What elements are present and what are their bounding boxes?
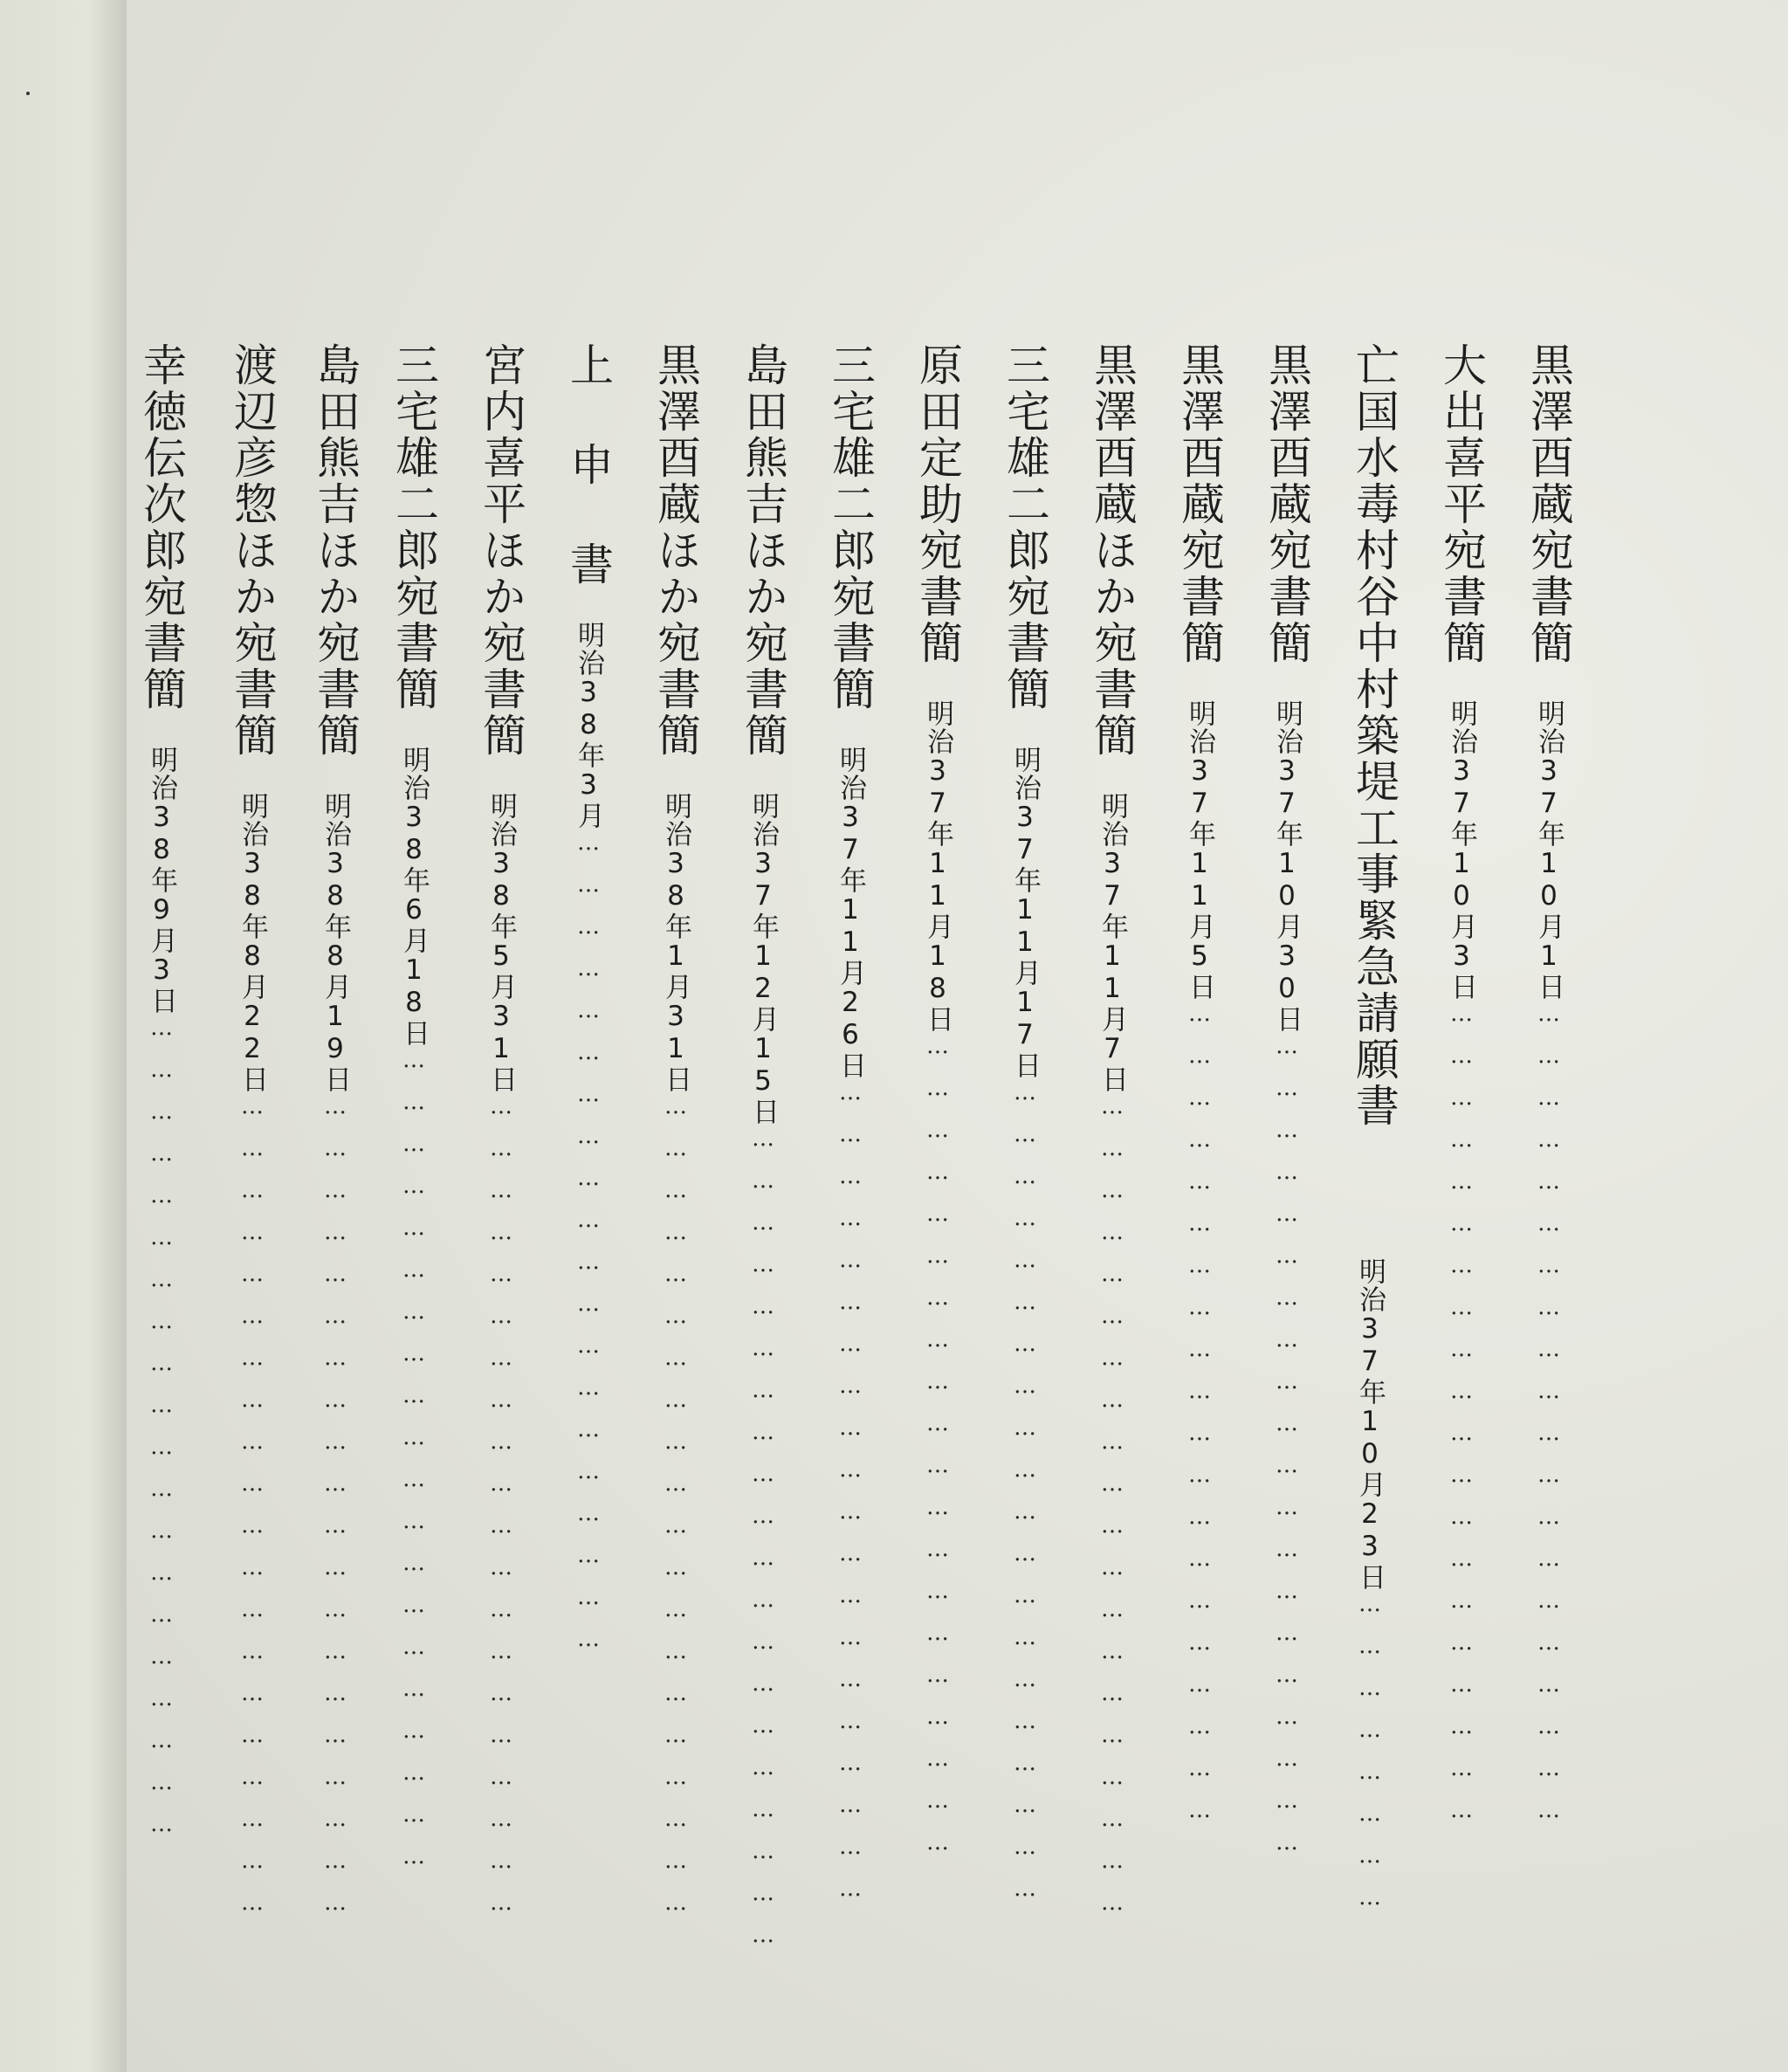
entry-date: 明治37年10月1日	[1533, 699, 1564, 1001]
toc-entry[interactable]	[473, 342, 529, 2072]
facing-page-edge	[0, 0, 127, 2072]
toc-entry[interactable]	[386, 342, 442, 2072]
entry-title: 三宅雄二郎宛書簡	[389, 342, 439, 712]
entry-title: 島田熊吉ほか宛書簡	[310, 342, 361, 759]
entry-date: 明治38年9月3日	[146, 746, 177, 1015]
entry-title: 原田定助宛書簡	[912, 342, 963, 666]
dot-leader: ……………………………………………………	[488, 1093, 514, 1931]
ink-speck	[26, 92, 30, 95]
toc-entry[interactable]	[1346, 342, 1402, 1257]
dot-leader: ……………………………………………………	[1099, 1093, 1125, 1931]
dot-leader: ……………………………………………………	[1448, 1001, 1475, 1839]
toc-entry[interactable]	[648, 342, 704, 2072]
entry-title: 宮内喜平ほか宛書簡	[476, 342, 526, 759]
dot-leader: ……………………………………………………	[1186, 1001, 1213, 1839]
toc-entry[interactable]	[822, 342, 878, 2072]
entry-date: 明治37年11月26日	[835, 746, 866, 1079]
entry-title: 上 申 書	[563, 342, 614, 588]
entry-title: 島田熊吉ほか宛書簡	[738, 342, 788, 759]
entry-date: 明治38年6月18日	[398, 746, 430, 1047]
entry-title: 三宅雄二郎宛書簡	[1000, 342, 1050, 712]
toc-entry[interactable]	[134, 342, 189, 2072]
toc-entry[interactable]	[1521, 342, 1577, 2072]
entry-date: 明治37年10月23日	[1354, 1257, 1386, 1591]
dot-leader: ……………………………………………………	[925, 1033, 951, 1871]
toc-page	[127, 0, 1788, 2072]
entry-date: 明治37年11月5日	[1184, 699, 1215, 1001]
dot-leader: ……………………	[1357, 1591, 1383, 1926]
entry-title: 幸徳伝次郎宛書簡	[136, 342, 187, 712]
toc-entry[interactable]	[1084, 342, 1140, 2072]
entry-title: 黒澤酉蔵ほか宛書簡	[1087, 342, 1138, 759]
table-of-contents	[127, 0, 1788, 2072]
dot-leader: ……………………………………………………	[148, 1015, 175, 1853]
dot-leader: ……………………………………………………	[837, 1079, 863, 1917]
entry-title: 三宅雄二郎宛書簡	[825, 342, 876, 712]
dot-leader: ……………………………………………………	[663, 1093, 689, 1931]
toc-entry[interactable]	[560, 342, 616, 2072]
dot-leader: ……………………………………………………	[1536, 1001, 1562, 1839]
toc-entry[interactable]	[1172, 342, 1228, 2072]
toc-entry-continuation[interactable]	[1342, 1257, 1398, 2072]
entry-title: 亡国水毒村谷中村築堤工事緊急請願書	[1349, 342, 1399, 1129]
dot-leader: ……………………………………………………	[322, 1093, 348, 1931]
dot-leader: ……………………………………………………	[401, 1047, 427, 1885]
entry-date: 明治38年8月22日	[237, 792, 268, 1093]
toc-entry[interactable]	[1434, 342, 1489, 2072]
dot-leader: ……………………………………………………	[1012, 1079, 1038, 1917]
entry-date: 明治37年10月3日	[1446, 699, 1477, 1001]
entry-date: 明治38年1月31日	[660, 792, 691, 1093]
entry-title: 黒澤酉蔵ほか宛書簡	[650, 342, 701, 759]
toc-entry[interactable]	[997, 342, 1053, 2072]
entry-date: 明治37年12月15日	[747, 792, 779, 1125]
toc-entry[interactable]	[735, 342, 791, 2072]
entry-date: 明治37年11月7日	[1097, 792, 1128, 1093]
dot-leader: ……………………………………………………	[1274, 1033, 1300, 1871]
toc-entry[interactable]	[1259, 342, 1315, 2072]
dot-leader: ……………………………………………………	[750, 1125, 776, 1964]
entry-date: 明治38年5月31日	[485, 792, 517, 1093]
entry-date: 明治37年10月30日	[1271, 699, 1303, 1033]
entry-title: 黒澤酉蔵宛書簡	[1262, 342, 1312, 666]
entry-title: 渡辺彦惣ほか宛書簡	[227, 342, 278, 759]
dot-leader: ……………………………………………………	[575, 829, 602, 1668]
toc-entry[interactable]	[307, 342, 363, 2072]
entry-title: 大出喜平宛書簡	[1436, 342, 1487, 666]
entry-title: 黒澤酉蔵宛書簡	[1174, 342, 1225, 666]
entry-date: 明治38年8月19日	[320, 792, 351, 1093]
toc-entry[interactable]	[910, 342, 966, 2072]
dot-leader: ……………………………………………………	[239, 1093, 265, 1931]
entry-date: 明治37年11月18日	[922, 699, 953, 1033]
toc-entry[interactable]	[224, 342, 280, 2072]
entry-title: 黒澤酉蔵宛書簡	[1523, 342, 1574, 666]
entry-date: 明治37年11月17日	[1009, 746, 1041, 1079]
entry-date: 明治38年3月	[573, 621, 604, 829]
